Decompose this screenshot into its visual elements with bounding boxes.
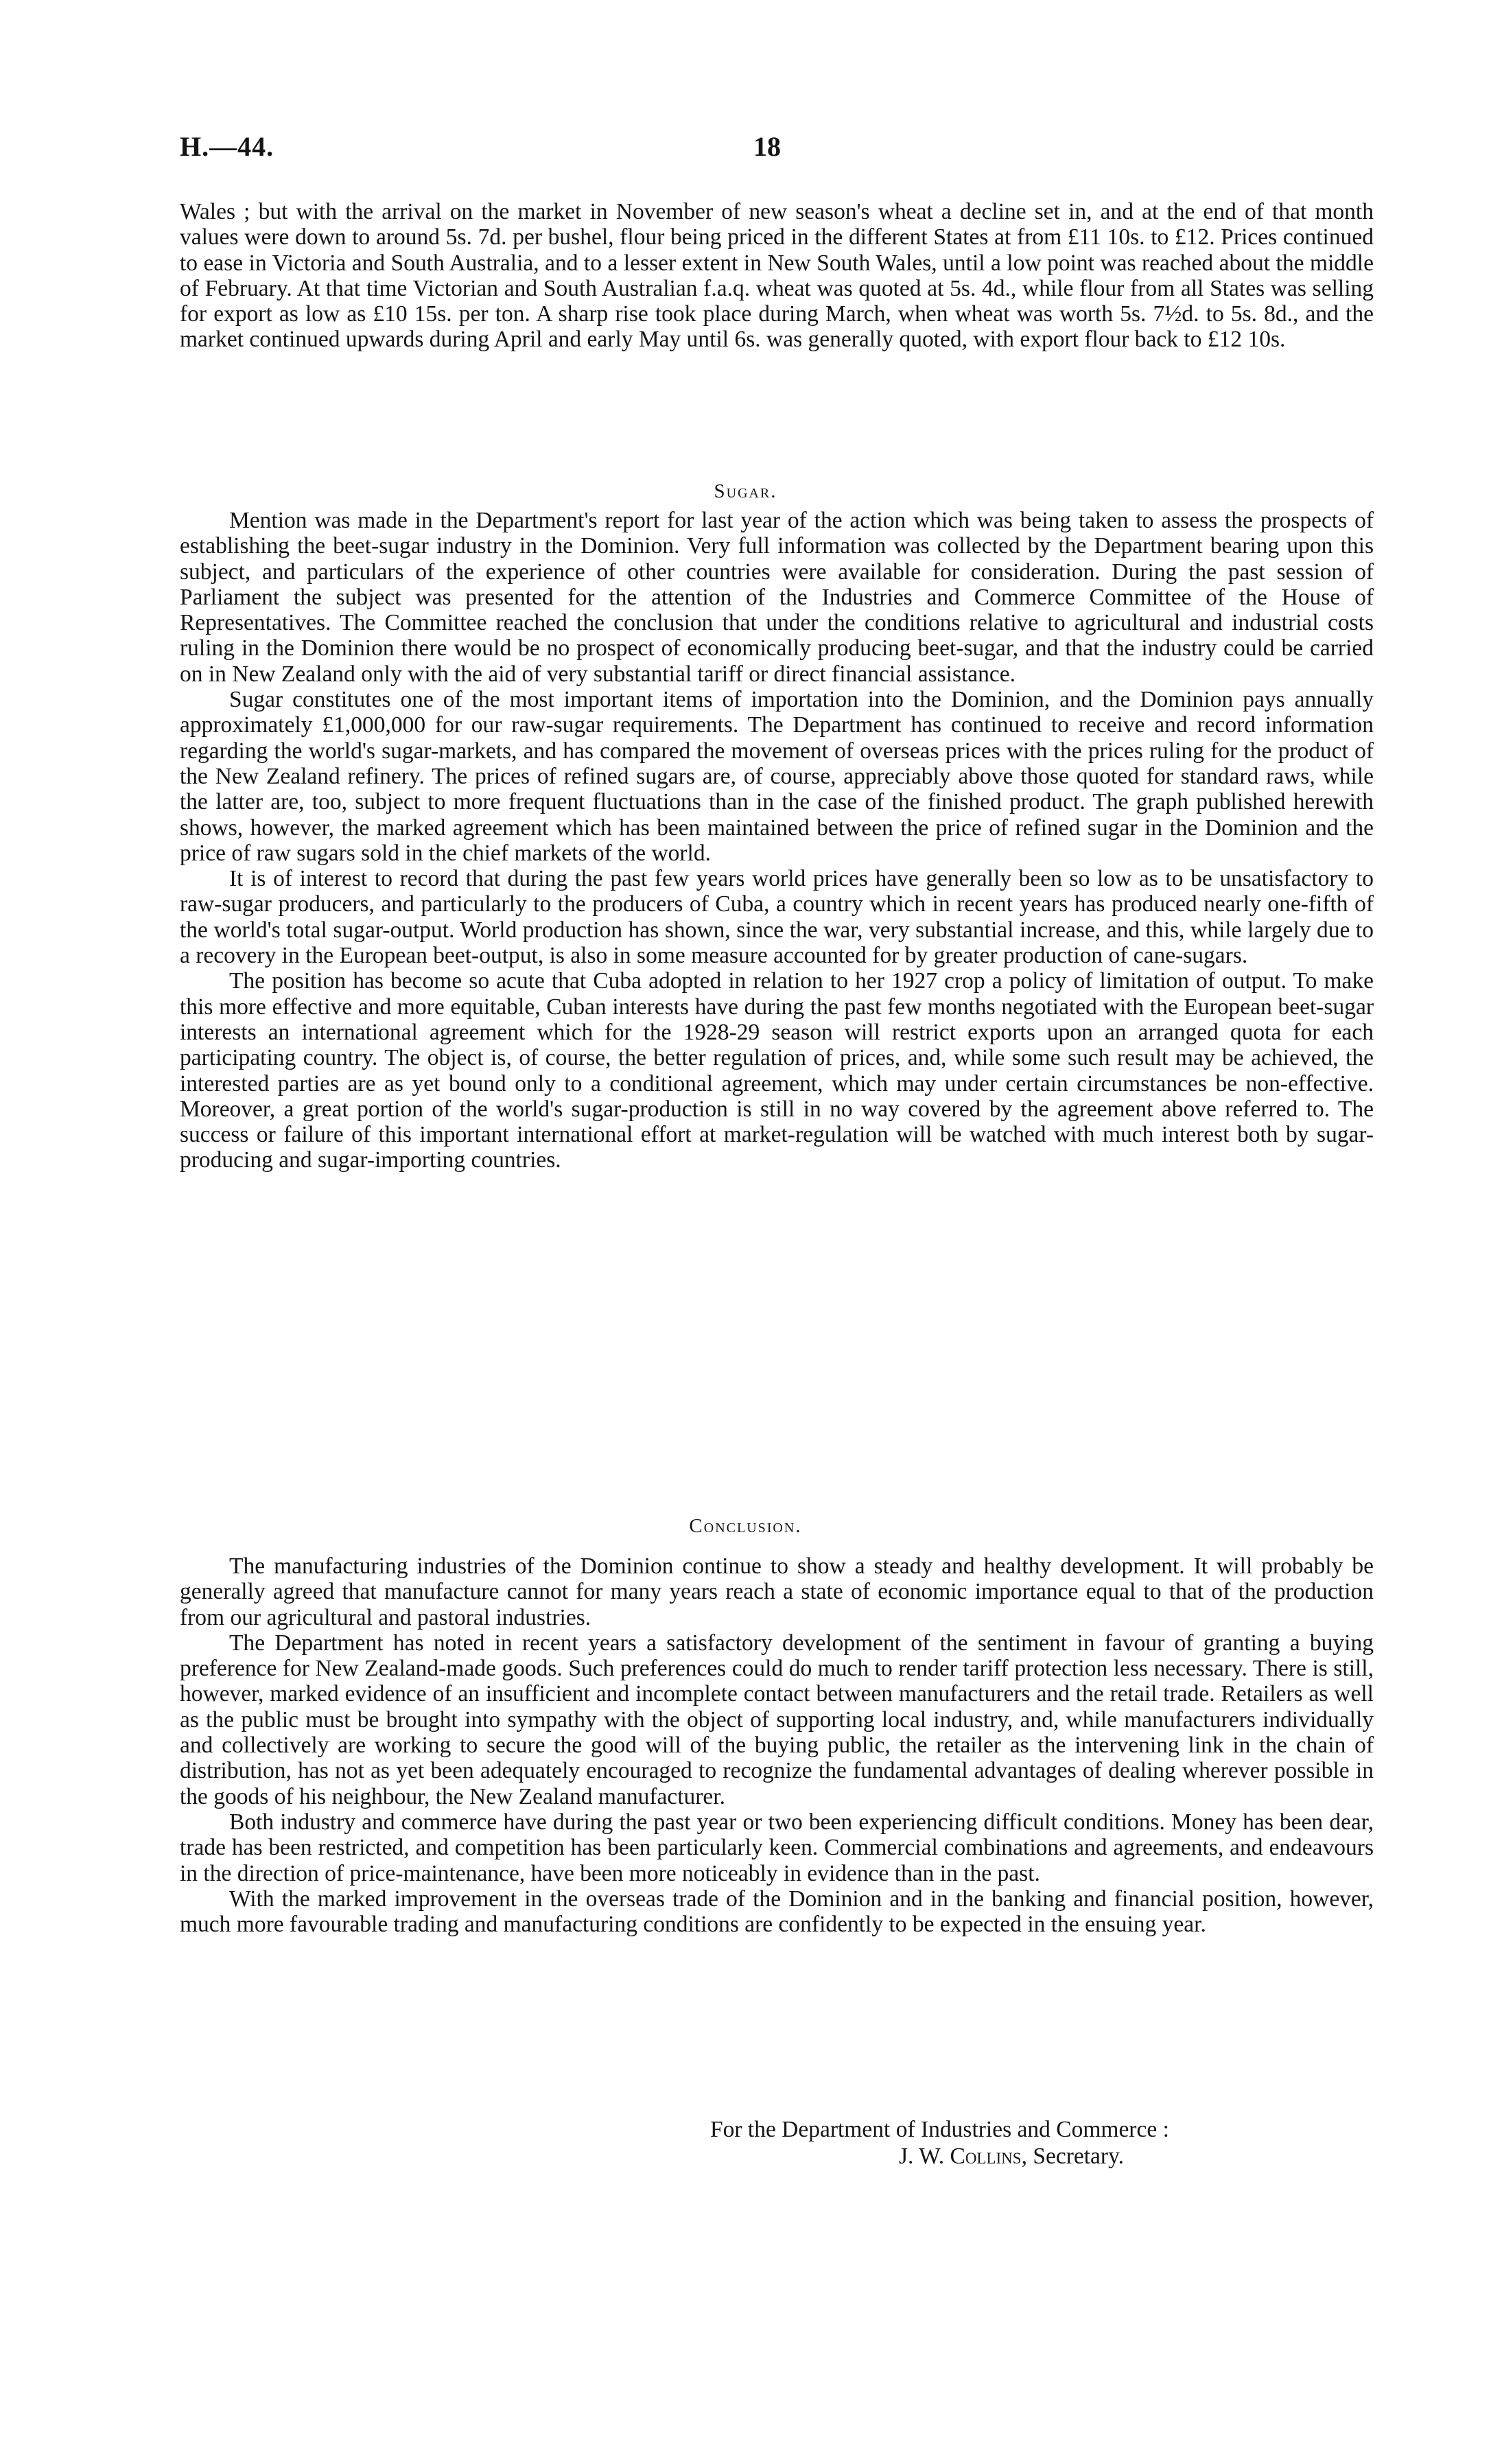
sugar-paragraph: The position has become so acute that Cuba adopted in relation to her 1927 crop a policy of limitation of output. To make this more effective and more equitable, Cuban interests have during the past few months negotiated with the European beet-sugar interests an international agreement which for the 1928-29 season will restrict exports upon an arranged quota for each participating country. The object is, of course, the better regulation of prices, and, while some such result may be achieved, the interested parties are as yet bound only to a conditional agreement, which may under certain circumstances be non-effective. Moreover, a great portion of the world's sugar-production is still in no way covered by the agreement above referred to. The success or failure of this important international effort at market-regulation will be watched with much interest both by sugar-producing and sugar-importing countries. bbox=[180, 968, 1374, 1173]
conclusion-paragraph: With the marked improvement in the overseas trade of the Dominion and in the banking and financial position, however, much more favourable trading and manufacturing conditions are confidently to be expected in the ensuing year. bbox=[180, 1886, 1374, 1938]
sugar-paragraph: It is of interest to record that during the past few years world prices have generally been so low as to be unsatisfactory to raw-sugar producers, and particularly to the producers of Cuba, a country which in recent years has produced nearly one-fifth of the world's total sugar-output. World production has shown, since the war, very substantial increase, and this, while largely due to a recovery in the European beet-output, is also in some measure accounted for by greater production of cane-sugars. bbox=[180, 866, 1374, 969]
intro-paragraph: Wales ; but with the arrival on the market in November of new season's wheat a decline set in, and at the end of that month values were down to around 5s. 7d. per bushel, flour being priced in the different States at from £11 10s. to £12. Prices continued to ease in Victoria and South Australia, and to a lesser extent in New South Wales, until a low point was reached about the middle of February. At that time Victorian and South Australian f.a.q. wheat was quoted at 5s. 4d., while flour from all States was selling for export as low as £10 15s. per ton. A sharp rise took place during March, when wheat was worth 5s. 7½d. to 5s. 8d., and the market continued upwards during April and early May until 6s. was generally quoted, with export flour back to £12 10s. bbox=[180, 199, 1374, 353]
conclusion-heading: Conclusion. bbox=[689, 1515, 802, 1537]
signature-block bbox=[899, 2144, 1124, 2170]
sugar-section bbox=[180, 508, 1374, 1173]
page-number: 18 bbox=[753, 131, 781, 162]
conclusion-paragraph: Both industry and commerce have during the past year or two been experiencing difficult conditions. Money has been dear, trade has been restricted, and competition has been particularly keen. Commercial combinations and agreements, and endeavours in the direction of price-maintenance, have been more noticeably in evidence than in the past. bbox=[180, 1809, 1374, 1886]
signatory-name: J. W. Collins bbox=[899, 2144, 1022, 2169]
sugar-paragraph: Mention was made in the Department's report for last year of the action which was being taken to assess the prospects of establishing the beet-sugar industry in the Dominion. Very full information was collected by the Department bearing upon this subject, and particulars of the experience of other countries were available for consideration. During the past session of Parliament the subject was presented for the attention of the Industries and Commerce Committee of the House of Representatives. The Committee reached the conclusion that under the conditions relative to agricultural and industrial costs ruling in the Dominion there would be no prospect of economically producing beet-sugar, and that the industry could be carried on in New Zealand only with the aid of very substantial tariff or direct financial assistance. bbox=[180, 508, 1374, 687]
sugar-paragraph: Sugar constitutes one of the most important items of importation into the Dominion, and the Dominion pays annually approximately £1,000,000 for our raw-sugar requirements. The Department has continued to receive and record information regarding the world's sugar-markets, and has compared the movement of overseas prices with the prices ruling for the product of the New Zealand refinery. The prices of refined sugars are, of course, appreciably above those quoted for standard raws, while the latter are, too, subject to more frequent fluctuations than in the case of the finished product. The graph published herewith shows, however, the marked agreement which has been maintained between the price of refined sugar in the Dominion and the price of raw sugars sold in the chief markets of the world. bbox=[180, 687, 1374, 866]
signature-department: For the Department of Industries and Commerce : bbox=[710, 2117, 1169, 2142]
sugar-heading: Sugar. bbox=[714, 480, 777, 502]
conclusion-section bbox=[180, 1553, 1374, 1937]
conclusion-paragraph: The manufacturing industries of the Dominion continue to show a steady and healthy development. It will probably be generally agreed that manufacture cannot for many years reach a state of economic importance equal to that of the production from our agricultural and pastoral industries. bbox=[180, 1553, 1374, 1630]
conclusion-paragraph: The Department has noted in recent years a satisfactory development of the sentiment in favour of granting a buying preference for New Zealand-made goods. Such preferences could do much to render tariff protection less necessary. There is still, however, marked evidence of an insufficient and incomplete contact between manufacturers and the retail trade. Retailers as well as the public must be brought into sympathy with the object of supporting local industry, and, while manufacturers individually and collectively are working to secure the good will of the buying public, the retailer as the intervening link in the chain of distribution, has not as yet been adequately encouraged to recognize the fundamental advantages of dealing wherever possible in the goods of his neighbour, the New Zealand manufacturer. bbox=[180, 1630, 1374, 1809]
intro-section bbox=[180, 199, 1374, 353]
signatory-title: , Secretary. bbox=[1021, 2144, 1125, 2169]
document-code: H.—44. bbox=[180, 131, 274, 162]
